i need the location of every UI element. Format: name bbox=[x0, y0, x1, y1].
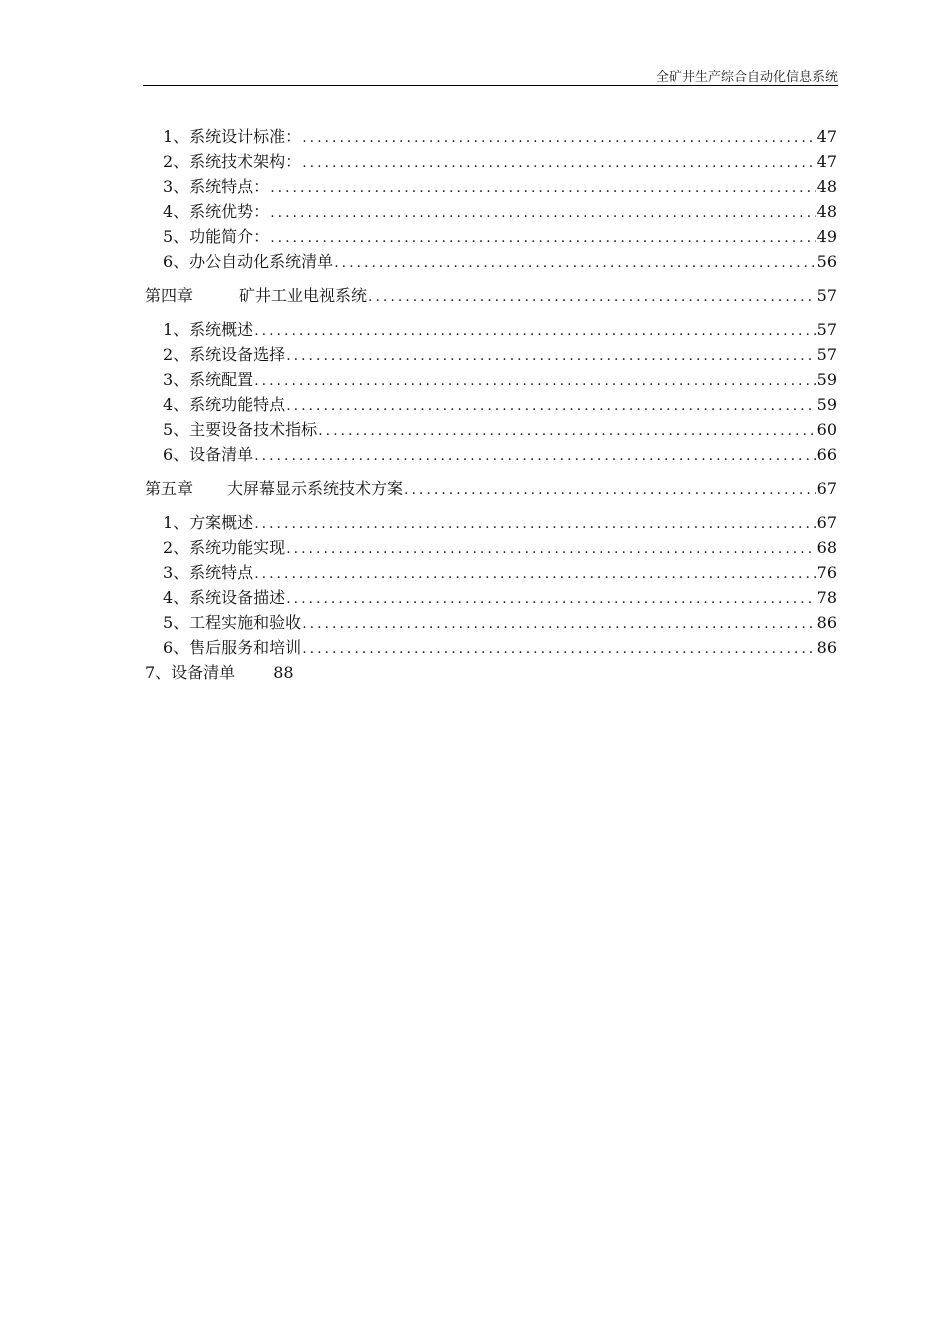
toc-entry-label: 1、系统概述 bbox=[163, 320, 254, 339]
toc-entry-page: 86 bbox=[816, 638, 837, 657]
toc-entry-page: 48 bbox=[816, 177, 837, 196]
toc-leader-dots bbox=[302, 612, 815, 637]
toc-entry-label: 2、系统技术架构： bbox=[163, 152, 302, 171]
toc-leader-dots bbox=[302, 637, 815, 662]
toc-entry[interactable] bbox=[145, 635, 837, 660]
header-rule bbox=[143, 85, 838, 86]
toc-leader-dots bbox=[286, 537, 815, 562]
toc-chapter-entry[interactable] bbox=[145, 476, 837, 501]
toc-entry-label: 6、售后服务和培训 bbox=[163, 638, 302, 657]
toc-chapter-label bbox=[145, 476, 403, 501]
toc-entry-label: 6、办公自动化系统清单 bbox=[163, 252, 334, 271]
toc-chapter-title: 矿井工业电视系统 bbox=[239, 286, 368, 305]
toc-chapter-title: 大屏幕显示系统技术方案 bbox=[227, 479, 404, 498]
toc-entry-page: 67 bbox=[816, 513, 837, 532]
toc-leader-dots bbox=[270, 176, 815, 201]
toc-chapter-label bbox=[145, 283, 367, 308]
toc-leader-dots bbox=[270, 201, 815, 226]
toc-entry[interactable] bbox=[145, 392, 837, 417]
toc-entry[interactable] bbox=[145, 510, 837, 535]
toc-entry-page: 59 bbox=[816, 370, 837, 389]
toc-entry[interactable] bbox=[145, 585, 837, 610]
toc-entry-label: 3、系统配置 bbox=[163, 370, 254, 389]
toc-entry[interactable] bbox=[145, 442, 837, 467]
toc-entry-page: 57 bbox=[816, 286, 837, 305]
toc-leader-dots bbox=[254, 562, 815, 587]
toc-entry-page: 57 bbox=[816, 320, 837, 339]
toc-leader-dots bbox=[254, 444, 815, 469]
toc-entry[interactable] bbox=[145, 535, 837, 560]
toc-entry[interactable] bbox=[145, 342, 837, 367]
toc-leader-dots bbox=[334, 251, 815, 276]
toc-entry-page: 66 bbox=[816, 445, 837, 464]
table-of-contents bbox=[145, 124, 837, 685]
toc-entry[interactable] bbox=[145, 317, 837, 342]
toc-entry-page: 86 bbox=[816, 613, 837, 632]
toc-entry[interactable] bbox=[145, 610, 837, 635]
running-header: 全矿井生产综合自动化信息系统 bbox=[655, 70, 838, 85]
toc-entry-label: 3、系统特点 bbox=[163, 563, 254, 582]
toc-entry[interactable] bbox=[145, 124, 837, 149]
toc-leader-dots bbox=[286, 587, 815, 612]
toc-entry-last[interactable] bbox=[145, 660, 837, 685]
toc-entry-page: 47 bbox=[816, 152, 837, 171]
toc-entry[interactable] bbox=[145, 367, 837, 392]
toc-chapter-entry[interactable] bbox=[145, 283, 837, 308]
toc-entry-page: 78 bbox=[816, 588, 837, 607]
toc-entry-label: 1、方案概述 bbox=[163, 513, 254, 532]
toc-leader-dots bbox=[404, 478, 816, 503]
toc-entry-label: 3、系统特点： bbox=[163, 177, 270, 196]
toc-leader-dots bbox=[368, 285, 816, 310]
toc-entry-label: 2、系统设备选择 bbox=[163, 345, 286, 364]
toc-entry-label: 5、主要设备技术指标 bbox=[163, 420, 318, 439]
toc-entry[interactable] bbox=[145, 149, 837, 174]
toc-chapter-number: 第四章 bbox=[145, 286, 194, 305]
toc-leader-dots bbox=[254, 512, 815, 537]
toc-leader-dots bbox=[254, 369, 815, 394]
toc-leader-dots bbox=[286, 394, 815, 419]
toc-entry-page: 59 bbox=[816, 395, 837, 414]
toc-entry-page: 88 bbox=[273, 663, 294, 682]
toc-entry-page: 47 bbox=[816, 127, 837, 146]
toc-entry-page: 68 bbox=[816, 538, 837, 557]
toc-entry-page: 56 bbox=[816, 252, 837, 271]
toc-entry[interactable] bbox=[145, 560, 837, 585]
toc-entry[interactable] bbox=[145, 249, 837, 274]
toc-entry-label: 4、系统优势： bbox=[163, 202, 270, 221]
toc-leader-dots bbox=[254, 319, 815, 344]
toc-entry-label: 5、工程实施和验收 bbox=[163, 613, 302, 632]
toc-entry-label: 6、设备清单 bbox=[163, 445, 254, 464]
toc-entry-label: 1、系统设计标准： bbox=[163, 127, 302, 146]
toc-chapter-number: 第五章 bbox=[145, 479, 194, 498]
toc-entry[interactable] bbox=[145, 417, 837, 442]
toc-entry[interactable] bbox=[145, 224, 837, 249]
toc-entry[interactable] bbox=[145, 199, 837, 224]
toc-entry-page: 60 bbox=[816, 420, 837, 439]
toc-entry-page: 67 bbox=[816, 479, 837, 498]
toc-entry[interactable] bbox=[145, 174, 837, 199]
toc-leader-dots bbox=[302, 151, 815, 176]
toc-entry-label: 4、系统设备描述 bbox=[163, 588, 286, 607]
toc-entry-page: 76 bbox=[816, 563, 837, 582]
toc-entry-label: 7、设备清单 bbox=[145, 663, 236, 682]
toc-leader-dots bbox=[286, 344, 815, 369]
toc-entry-page: 57 bbox=[816, 345, 837, 364]
toc-entry-page: 48 bbox=[816, 202, 837, 221]
toc-leader-dots bbox=[302, 126, 815, 151]
toc-entry-label: 4、系统功能特点 bbox=[163, 395, 286, 414]
toc-entry-label: 2、系统功能实现 bbox=[163, 538, 286, 557]
toc-leader-dots bbox=[318, 419, 815, 444]
toc-leader-dots bbox=[270, 226, 815, 251]
toc-entry-label: 5、功能简介： bbox=[163, 227, 270, 246]
toc-entry-page: 49 bbox=[816, 227, 837, 246]
